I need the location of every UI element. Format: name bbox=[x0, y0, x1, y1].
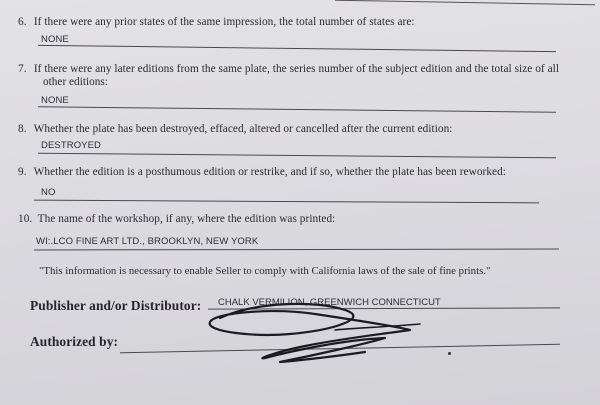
answer-7: NONE bbox=[41, 95, 69, 106]
answer-8-line bbox=[38, 153, 556, 159]
answer-6-line bbox=[38, 45, 556, 52]
question-7-text: If there were any later editions from the same plate, the series number of the subject edition and the total size of all bbox=[33, 63, 560, 75]
question-6 bbox=[18, 15, 415, 29]
answer-8: DESTROYED bbox=[41, 140, 102, 151]
question-7 bbox=[18, 62, 559, 76]
top-rule bbox=[335, 0, 595, 5]
question-9-text: Whether the edition is a posthumous edition or restrike, and if so, whether the plate has been reworked: bbox=[33, 166, 506, 178]
publisher-value: CHALK VERMILION, GREENWICH CONNECTICUT bbox=[218, 297, 441, 308]
signature-scribble bbox=[195, 300, 435, 375]
question-7-number: 7. bbox=[18, 63, 27, 75]
answer-10: WI:.LCO FINE ART LTD., BROOKLYN, NEW YORK bbox=[36, 236, 259, 247]
answer-6: NONE bbox=[41, 34, 69, 45]
question-10 bbox=[18, 212, 335, 226]
authorized-label: Authorized by: bbox=[30, 334, 119, 349]
question-10-text: The name of the workshop, if any, where the edition was printed: bbox=[37, 213, 336, 225]
question-8-text: Whether the plate has been destroyed, effaced, altered or cancelled after the current edition: bbox=[33, 123, 453, 135]
question-9 bbox=[18, 165, 506, 179]
question-8 bbox=[18, 122, 452, 136]
question-8-number: 8. bbox=[18, 123, 27, 135]
question-9-number: 9. bbox=[18, 166, 27, 178]
question-6-number: 6. bbox=[18, 16, 27, 28]
ink-speck bbox=[448, 352, 451, 355]
question-7-continuation: other editions: bbox=[43, 76, 108, 88]
california-notice: "This information is necessary to enable Seller to comply with California laws of the sale of fine prints." bbox=[39, 265, 491, 277]
answer-9-line bbox=[34, 200, 539, 204]
publisher-label: Publisher and/or Distributor: bbox=[30, 298, 202, 313]
question-6-text: If there were any prior states of the same impression, the total number of states are: bbox=[33, 16, 415, 28]
answer-9: NO bbox=[41, 187, 56, 198]
question-10-number: 10. bbox=[18, 213, 33, 225]
answer-7-line bbox=[38, 106, 556, 112]
answer-10-line bbox=[34, 249, 559, 251]
